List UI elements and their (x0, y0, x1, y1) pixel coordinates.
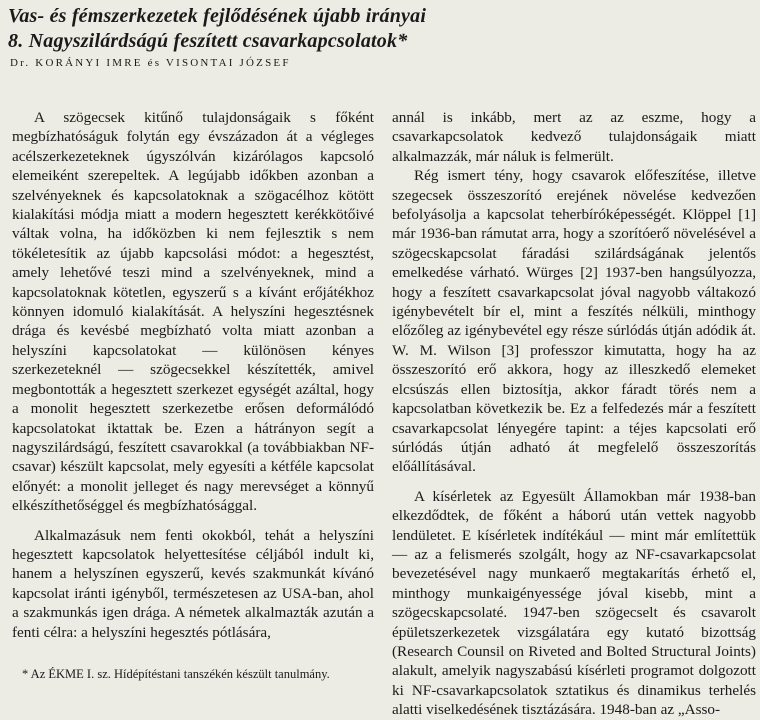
left-paragraph-2: Alkalmazásuk nem fenti okokból, tehát a helyszíni hegesztett kapcsolatok helyettesítése céljából indult ki, hanem a helyszínen egyszerű, kevés szakmunkát kívánó kapcsolat iránti igényből, természetesen az USA-ban, ahol a szakmunkás igen drága. A németek alkalmazták azután a fenti célra: a helyszíni hegesztés pótlására, (12, 526, 374, 641)
right-paragraph-2: Rég ismert tény, hogy csavarok előfeszítése, illetve szegecsek összeszorító erejének növelése kedvezően befolyásolja a kapcsolat teherbíróképességét. Klöppel [1] már 1936-ban rámutat arra, hogy a szorítóerő növelésével a szögecskapcsolat fáradási szilárdságának jelentős emelkedése várható. Würges [2] 1937-ben hangsúlyozza, hogy a feszített csavarkapcsolat jóval nagyobb váltakozó igénybevételt bír el, mint a feszítés nélküli, minthogy előzőleg az igénybevétel egy része súrlódás útján adódik át. W. M. Wilson [3] professzor kimutatta, hogy ha az összeszorító erő akkora, hogy az illeszkedő elemeket elcsúszás ellen biztosítja, akkor fáradt törés nem a kapcsolatban következik be. Ez a felfedezés már a feszített csavarkapcsolat lényegére tapint: a téjes kapcsolati erő súrlódás útján adható át megfelelő összeszorítás előállításával. (392, 167, 756, 476)
right-paragraph-1: annál is inkább, mert az az eszme, hogy a csavarkapcsolatok kedvező tulajdonságaik miatt alkalmazzák, már náluk is felmerült. (392, 109, 756, 165)
article-title-line-1: Vas- és fémszerkezetek fejlődésének újabb irányai (8, 5, 427, 27)
footnote: * Az ÉKME I. sz. Hídépítéstani tanszékén készült tanulmány. (22, 667, 330, 681)
left-text-column (12, 108, 374, 642)
right-text-column (392, 108, 756, 720)
article-header (8, 4, 748, 69)
article-title-line-2: 8. Nagyszilárdságú feszített csavarkapcsolatok* (8, 30, 408, 52)
left-paragraph-1: A szögecsek kitűnő tulajdonságaik s főként megbízhatóságuk folytán egy évszázadon át a végleges acélszerkezeteknek úgyszólván kizárólagos kapcsoló elemeiként szerepeltek. A legújabb időkben azonban a szelvényeknek és kapcsolatoknak a szögacélhoz kötött kialakítási módja miatt a modern hegesztett kerékkötőivé váltak volna, ha időközben ki nem fejlesztik s nem tökéletesítik az újabb kapcsolási módot: a hegesztést, amely lehetővé teszi mind a szelvényeknek, mind a kapcsolatoknak kötetlen, egyszerű s a kívánt erőjátékhoz könnyen idomuló kialakítását. A helyszíni hegesztésnek drága és kevésbé megbízható volta miatt azonban a helyszíni kapcsolatokat — különösen kényes szerkezeteknél — szögecsekkel készítették, amivel megbontották a hegesztett szerkezet egységét azáltal, hogy a monolit hegesztett szerkezetbe erősen deformálódó kapcsolatokat iktattak be. Ezen a hátrányon segít a nagyszilárdságú, feszített csavarokkal (a továbbiakban NF-csavar) készült kapcsolat, mely egyesíti a kétféle kapcsolat előnyét: a monolit jelleget és nagy merevséget a könnyű elkészíthetőséggel és megbízhatósággal. (12, 109, 374, 515)
article-authors: Dr. KORÁNYI IMRE és VISONTAI JÓZSEF (10, 57, 291, 69)
right-paragraph-3: A kísérletek az Egyesült Államokban már 1938-ban elkezdődtek, de főként a háború után vettek nagyobb lendületet. E kísérletek indítékául — mint már említettük — az a felismerés szolgált, hogy az NF-csavarkapcsolat bevezetésével nagy munkaerő megtakarítás érhető el, minthogy munkaigényessége jóval kisebb, mint a szögecskapcsolaté. 1947-ben szögecselt és csavarolt épületszerkezetek vizsgálatára egy kutató bizottság (Research Counsil on Riveted and Bolted Structural Joints) alakult, amelyik nagyszabású kísérleti programot dolgozott ki NF-csavarkapcsolatok sztatikus és dinamikus terhelés alatti viselkedésének tisztázására. 1948-ban az „Asso- (392, 487, 756, 719)
